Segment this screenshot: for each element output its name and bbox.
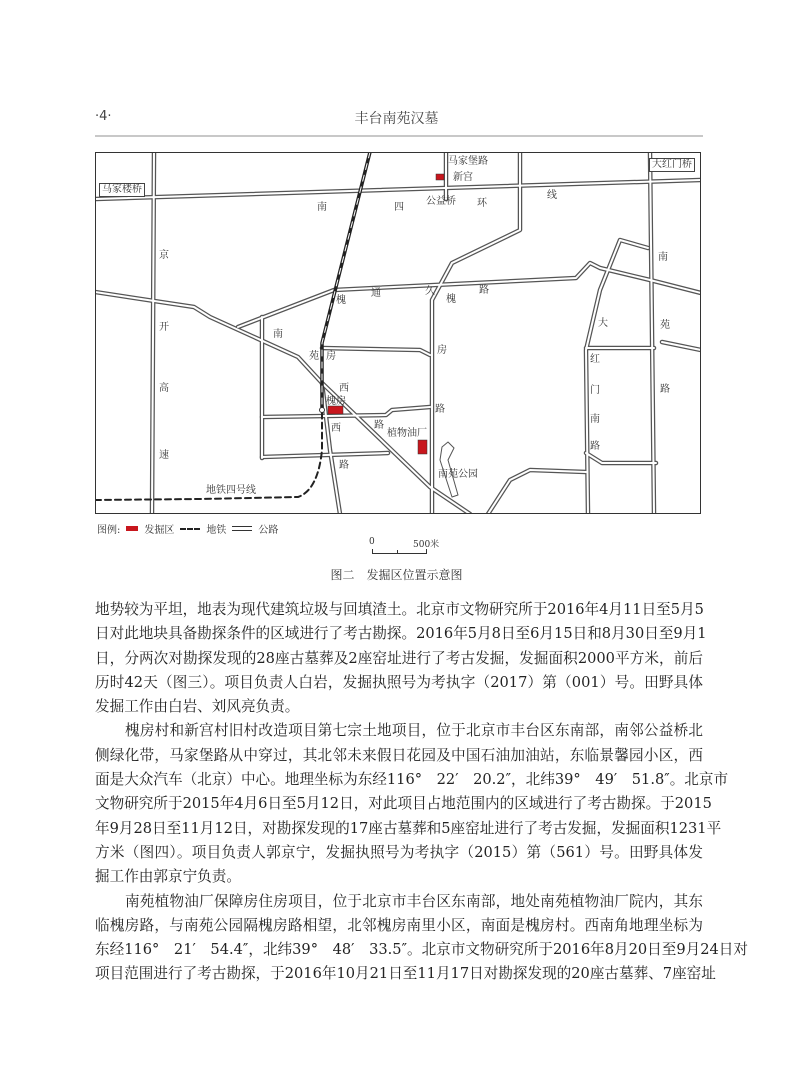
text-line: 面是大众汽车（北京）中心。地理坐标为东经116° 22′ 20.2″，北纬39° 49′ 51.8″。北京市 <box>95 771 729 789</box>
text-line: 项目范围进行了考古勘探，于2016年10月21日至11月17日对勘探发现的20座古墓葬、7座窑址 <box>95 965 716 983</box>
map-label: 苑 <box>660 320 670 331</box>
map-label: 苑 <box>309 351 319 362</box>
map-label: 路 <box>339 460 349 471</box>
legend-excavation: 发掘区 <box>144 525 175 536</box>
text-line: 东经116° 21′ 54.4″，北纬39° 48′ 33.5″。北京市文物研究所于2016年8月20日至9月24日对 <box>95 941 748 959</box>
map-label: 大红门桥 <box>649 158 695 172</box>
map-label: 速 <box>159 450 169 461</box>
road-swatch-icon <box>232 526 252 531</box>
map-label: 久 <box>425 286 435 297</box>
scale-distance: 500米 <box>413 540 440 550</box>
header-rule <box>95 135 703 137</box>
map-label: 大 <box>598 318 608 329</box>
legend-title: 图例: <box>97 525 121 536</box>
text-line: 方米（图四）。项目负责人郭京宁，发掘执照号为考执字（2015）第（561）号。田野具体发 <box>95 843 703 861</box>
map-label: 西 <box>331 423 341 434</box>
map-label: 南苑公园 <box>438 469 478 480</box>
map-label: 高 <box>159 383 169 394</box>
text-line: 地势较为平坦，地表为现代建筑垃圾与回填渣土。北京市文物研究所于2016年4月11日至5月5 <box>95 601 704 618</box>
map-label: 京 <box>159 250 169 261</box>
text-line: 掘工作由郭京宁负责。 <box>95 868 241 886</box>
text-line: 文物研究所于2015年4月6日至5月12日，对此项目占地范围内的区域进行了考古勘探。于2015 <box>95 795 712 813</box>
location-map <box>95 152 701 514</box>
map-label: 槐房 <box>326 396 346 407</box>
legend-subway: 地铁 <box>206 525 227 536</box>
map-label: 马家楼桥 <box>99 183 145 197</box>
map-label: 南 <box>590 414 600 425</box>
map-label: 四 <box>394 202 404 213</box>
map-label: 路 <box>479 285 489 296</box>
body-text <box>95 598 748 987</box>
running-title: 丰台南苑汉墓 <box>354 111 439 127</box>
map-label: 公益桥 <box>426 196 456 207</box>
text-line: 侧绿化带，马家堡路从中穿过，其北邻未来假日花园及中国石油加油站，东临景馨园小区，西 <box>95 746 703 764</box>
map-label: 门 <box>590 385 600 396</box>
map-label: 植物油厂 <box>387 428 427 439</box>
subway-swatch-icon <box>180 528 200 530</box>
map-label: 开 <box>159 322 169 333</box>
map-label: 马家堡路 <box>448 156 488 167</box>
map-label: 路 <box>374 420 384 431</box>
excavation-swatch-icon <box>126 526 138 531</box>
map-label: 线 <box>547 190 557 201</box>
legend-road: 公路 <box>258 525 279 536</box>
map-label: 路 <box>590 441 600 452</box>
map-label: 环 <box>477 198 487 209</box>
map-legend <box>97 521 278 536</box>
text-line: 槐房村和新宫村旧村改造项目第七宗土地项目，位于北京市丰台区东南部，南邻公益桥北 <box>125 722 703 740</box>
xingong-station-marker <box>436 174 444 180</box>
text-line: 日对此地块具备勘探条件的区域进行了考古勘探。2016年5月8日至6月15日和8月30日至9月1 <box>95 625 707 643</box>
map-label: 房 <box>326 351 336 362</box>
map-label: 路 <box>435 404 445 415</box>
map-label: 红 <box>590 354 600 365</box>
text-line: 日，分两次对勘探发现的28座古墓葬及2座窑址进行了考古发掘，发掘面积2000平方米，前后 <box>95 649 703 667</box>
figure-caption: 图二 发掘区位置示意图 <box>330 568 463 582</box>
map-label: 南 <box>658 252 668 263</box>
excavation-area-oil-factory <box>418 440 427 454</box>
text-line: 临槐房路，与南苑公园隔槐房路相望，北邻槐房南里小区，南面是槐房村。西南角地理坐标为 <box>95 916 703 934</box>
map-label: 南 <box>317 202 327 213</box>
map-label: 南 <box>273 329 283 340</box>
map-label: 地铁四号线 <box>206 485 256 496</box>
map-label: 路 <box>660 384 670 395</box>
text-line: 历时42天（图三）。项目负责人白岩，发掘执照号为考执字（2017）第（001）号。田野具体 <box>95 673 703 691</box>
map-label: 槐 <box>446 294 456 305</box>
map-label: 新宫 <box>453 172 473 183</box>
paragraph-3 <box>95 890 748 987</box>
text-line: 年9月28日至11月12日，对勘探发现的17座古墓葬和5座窑址进行了考古发掘，发掘面积1231平 <box>95 819 722 837</box>
page-number: ·4· <box>95 109 112 124</box>
scale-bar <box>372 549 427 554</box>
map-label: 通 <box>371 288 381 299</box>
scale-bar-tick <box>397 550 398 553</box>
excavation-area-huaifang <box>328 406 343 414</box>
text-line: 南苑植物油厂保障房住房项目，位于北京市丰台区东南部，地处南苑植物油厂院内，其东 <box>125 892 703 910</box>
station-marker <box>320 408 325 413</box>
scale-zero: 0 <box>369 537 375 547</box>
map-label: 西 <box>339 383 349 394</box>
map-label: 槐 <box>336 295 346 306</box>
paragraph-2 <box>95 719 729 889</box>
paragraph-1 <box>95 598 707 719</box>
text-line: 发掘工作由白岩、刘风亮负责。 <box>95 698 300 716</box>
map-label: 房 <box>437 345 447 356</box>
